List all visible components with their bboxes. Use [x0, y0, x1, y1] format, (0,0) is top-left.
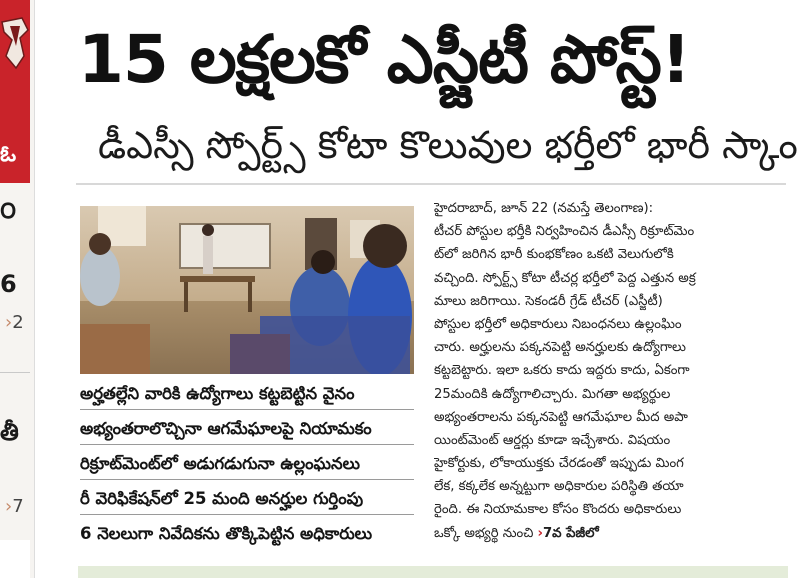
- bullet-item: 6 నెలలుగా నివేదికను తొక్కిపెట్టిన అధికారులు: [80, 524, 373, 543]
- left-red-label: ఓ: [0, 142, 17, 167]
- bullet-item: రిక్రూట్‌మెంట్‌లో అడుగడుగునా ఉల్లంఘనలు: [80, 448, 414, 480]
- body-last-line-prefix: ఒక్కో అభ్యర్థి నుంచి: [434, 525, 538, 541]
- strip-number-2: ›7: [5, 496, 24, 517]
- bottom-band: [78, 566, 788, 578]
- body-line: కట్టబెట్టారు. ఇలా ఒకరు కాదు ఇద్దరు కాదు, ఏకంగా: [434, 363, 690, 379]
- bullet-item: అర్హతల్లేని వారికి ఉద్యోగాలు కట్టబెట్టిన వైనం: [80, 378, 414, 410]
- body-line: 25మందికి ఉద్యోగాలిచ్చారు. మిగతా అభ్యర్థుల: [434, 386, 671, 402]
- body-line: పోస్టుల భర్తీలో అధికారులు నిబంధనలు ఉల్లంఘిం: [434, 316, 682, 332]
- body-line: ట్‌లో జరిగిన భారీ కుంభకోణం ఒకటి వెలుగులోకి: [434, 247, 674, 263]
- strip-number-1: ›2: [5, 312, 24, 333]
- continuation-arrow-icon: ›: [537, 525, 543, 541]
- body-line: చారు. అర్హులను పక్కనపెట్టి అనర్హులకు ఉద్యోగాలు: [434, 340, 686, 356]
- classroom-illustration: [80, 206, 414, 374]
- classroom-photo: [80, 206, 414, 374]
- strip-fragment-3: తీ: [0, 418, 19, 446]
- strip-divider: [0, 372, 30, 373]
- body-line: అభ్యంతరాలను పక్కనపెట్టి ఆగమేఘాల మీద అపా: [434, 409, 688, 425]
- column-rule: [34, 0, 41, 578]
- body-line: హైదరాబాద్, జూన్ 22 (నమస్తే తెలంగాణ):: [434, 201, 654, 216]
- strip-fragment-1: ౦: [0, 196, 17, 224]
- headline: 15 లక్షలకో ఎస్జీటీ పోస్ట్!: [78, 21, 690, 98]
- body-line: టీచర్ పోస్టుల భర్తీకి నిర్వహించిన డీఎస్సీ రిక్రూట్‌మెం: [434, 224, 695, 240]
- body-line: వచ్చింది. స్పోర్ట్స్ కోటా టీచర్ల భర్తీలో పెద్ద ఎత్తున అక్ర: [434, 270, 696, 286]
- subheadline: డీఎస్సీ స్పోర్ట్స్ కోటా కొలువుల భర్తీలో భారీ స్కాం: [98, 123, 798, 167]
- headline-rule: [76, 183, 786, 185]
- body-last-line: [434, 522, 780, 545]
- body-line: హైకోర్టుకు, లోకాయుక్తకు చేరడంతో ఇప్పుడు మింగ: [434, 456, 684, 472]
- body-line: రైంది. ఈ నియామకాల కోసం కొందరు అధికారులు: [434, 502, 682, 518]
- continuation-link[interactable]: 7వ పేజీలో: [542, 525, 599, 541]
- strip-fragment-2: 6: [0, 270, 17, 298]
- left-column-strip: [0, 0, 34, 578]
- article-body: [434, 197, 780, 549]
- body-line: యింట్‌మెంట్ ఆర్డర్లు కూడా ఇచ్చేశారు. విషయం: [434, 432, 671, 448]
- highlight-bullets: [80, 378, 414, 548]
- strip-bottom-gap: [0, 540, 30, 578]
- bullet-item: అభ్యంతరాలొచ్చినా ఆగమేఘాలపై నియామకం: [80, 413, 414, 445]
- body-line: లేక, కక్కలేక అన్నట్టుగా అధికారుల పరిస్థితి తయా: [434, 479, 684, 495]
- bullet-item: రీ వెరిఫికేషన్‌లో 25 మంది అనర్హుల గుర్తింపు: [80, 483, 414, 515]
- body-line: మాలు జరిగాయి. సెకండరీ గ్రేడ్ టీచర్ (ఎస్జీటీ): [434, 293, 663, 309]
- masthead-logo-fragment: [0, 16, 30, 86]
